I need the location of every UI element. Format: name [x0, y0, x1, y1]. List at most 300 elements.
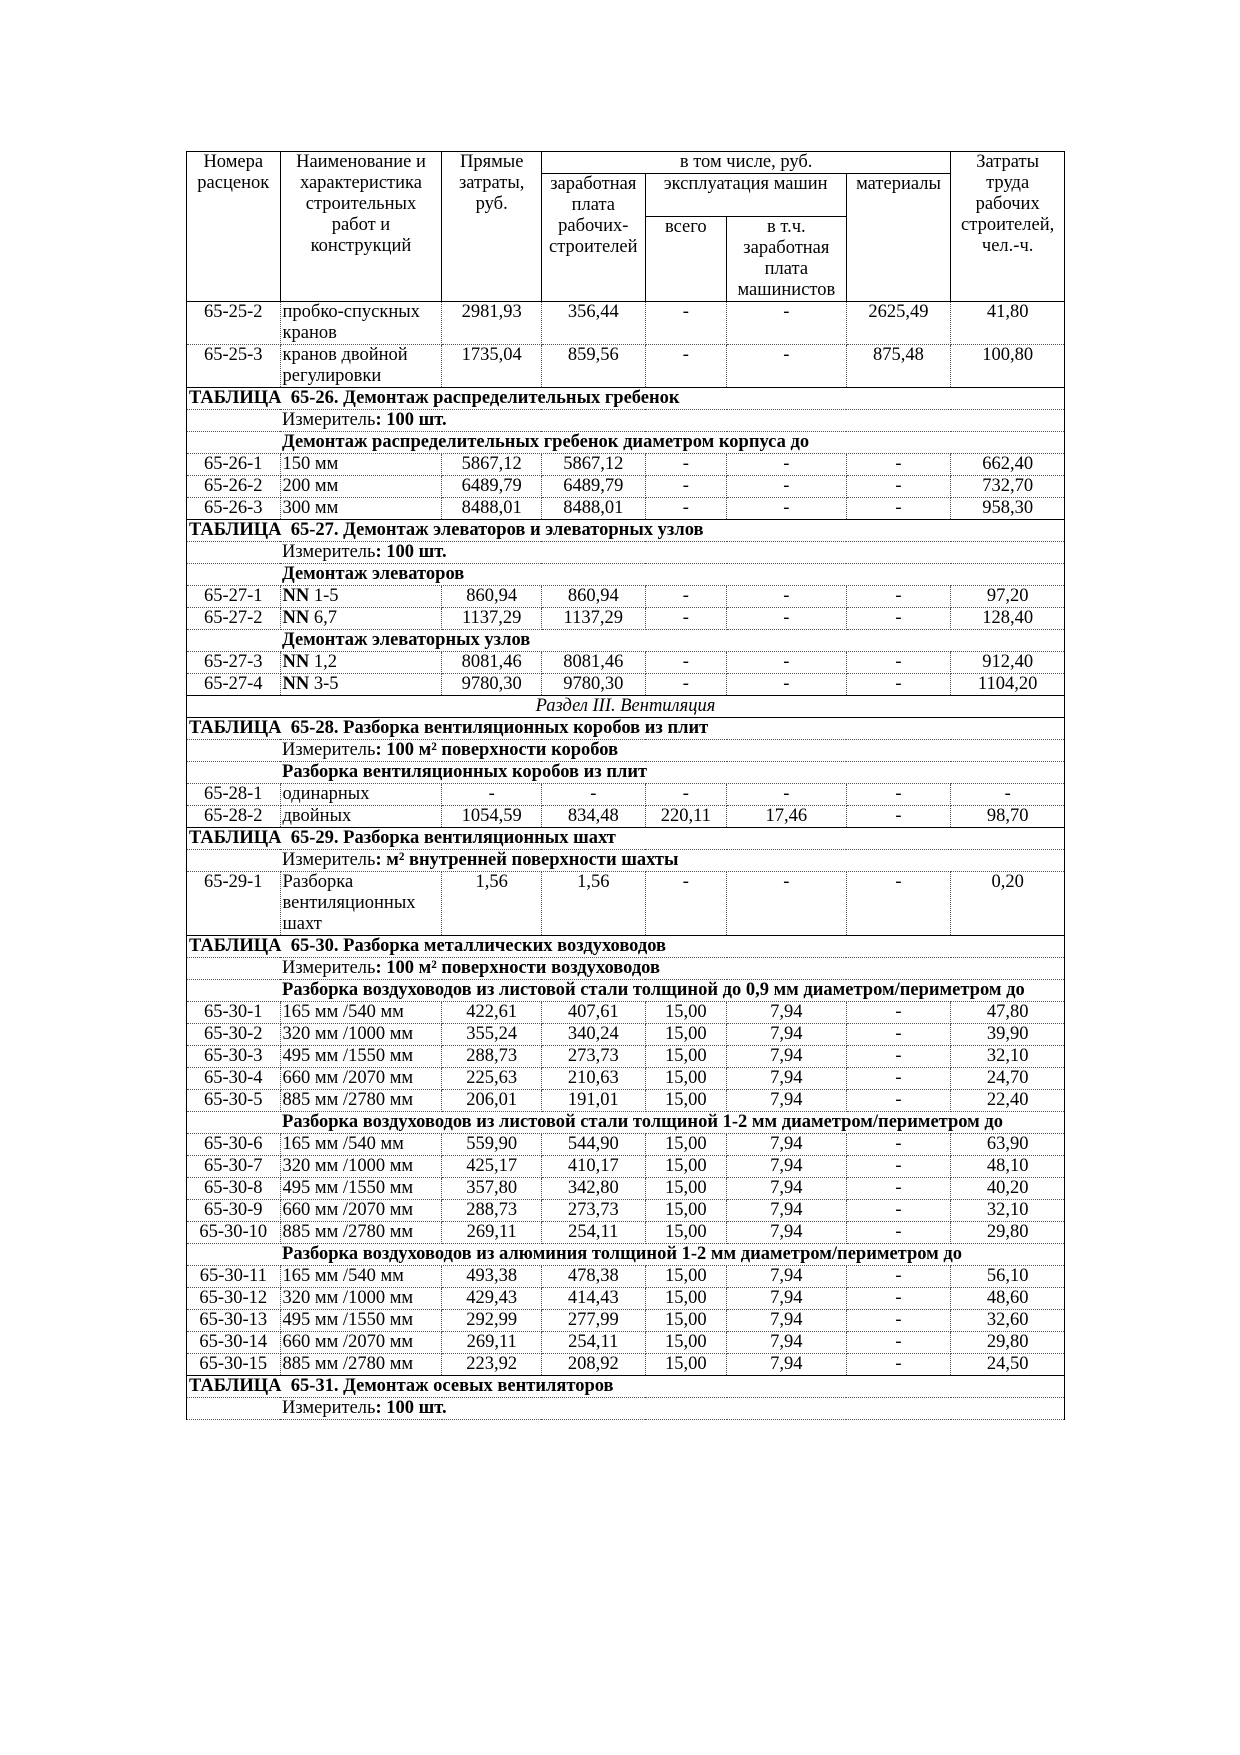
- direct-costs: 493,38: [442, 1266, 542, 1288]
- number-prefix: NN: [282, 674, 310, 694]
- worker-wage: 9780,30: [541, 674, 645, 696]
- table-title-row: [187, 520, 1065, 542]
- labor-costs: 32,10: [951, 1200, 1065, 1222]
- machinist-wage: -: [727, 608, 847, 630]
- materials: -: [846, 1002, 951, 1024]
- table-row: [187, 1156, 1065, 1178]
- subheading-row: [187, 630, 1065, 652]
- measure-row: [187, 740, 1065, 762]
- labor-costs: 56,10: [951, 1266, 1065, 1288]
- machines-total: -: [645, 476, 726, 498]
- rate-code: 65-25-3: [187, 345, 281, 388]
- machinist-wage: 7,94: [727, 1024, 847, 1046]
- subheading-spacer: [187, 432, 281, 454]
- direct-costs: -: [442, 784, 542, 806]
- materials: 875,48: [846, 345, 951, 388]
- subheading: Демонтаж элеваторов: [280, 564, 1064, 586]
- machines-total: 15,00: [645, 1024, 726, 1046]
- worker-wage: 8081,46: [541, 652, 645, 674]
- worker-wage: 859,56: [541, 345, 645, 388]
- materials: -: [846, 476, 951, 498]
- section-title: Раздел III. Вентиляция: [187, 696, 1065, 718]
- table-row: [187, 872, 1065, 936]
- direct-costs: 288,73: [442, 1046, 542, 1068]
- rate-code: 65-28-2: [187, 806, 281, 828]
- table-row: [187, 784, 1065, 806]
- labor-costs: 958,30: [951, 498, 1065, 520]
- table-row: [187, 1354, 1065, 1376]
- machinist-wage: -: [727, 872, 847, 936]
- work-name: [280, 1310, 442, 1332]
- work-name: [280, 454, 442, 476]
- machines-total: 15,00: [645, 1068, 726, 1090]
- machinist-wage: -: [727, 454, 847, 476]
- table-row: [187, 1266, 1065, 1288]
- table-title-text: Демонтаж элеваторов и элеваторных узлов: [343, 520, 704, 540]
- measure-value: : 100 шт.: [375, 542, 447, 562]
- materials: -: [846, 1156, 951, 1178]
- machines-total: -: [645, 586, 726, 608]
- subheading: Разборка воздуховодов из листовой стали толщиной до 0,9 мм диаметром/периметром до: [280, 980, 1064, 1002]
- subheading-spacer: [187, 762, 281, 784]
- worker-wage: 8488,01: [541, 498, 645, 520]
- worker-wage: 208,92: [541, 1354, 645, 1376]
- work-name-text: 660 мм /2070 мм: [282, 1200, 414, 1220]
- machines-total: -: [645, 345, 726, 388]
- measure-row: [187, 410, 1065, 432]
- work-name-text: одинарных: [282, 784, 370, 804]
- worker-wage: 340,24: [541, 1024, 645, 1046]
- worker-wage: 254,11: [541, 1332, 645, 1354]
- work-name: [280, 1090, 442, 1112]
- measure-label: Измеритель: [282, 740, 376, 760]
- rate-code: 65-27-4: [187, 674, 281, 696]
- machinist-wage: 7,94: [727, 1090, 847, 1112]
- work-name: [280, 1046, 442, 1068]
- header-direct-costs: Прямые затраты, руб.: [442, 152, 542, 302]
- direct-costs: 559,90: [442, 1134, 542, 1156]
- measure-row: [187, 1398, 1065, 1420]
- table-title-row: [187, 936, 1065, 958]
- table-row: [187, 1222, 1065, 1244]
- header-labor: Затраты труда рабочих строителей, чел.-ч.: [951, 152, 1065, 302]
- rate-code: 65-30-10: [187, 1222, 281, 1244]
- machines-total: -: [645, 302, 726, 345]
- work-name-text: 200 мм: [282, 476, 339, 496]
- table-title: [187, 520, 1065, 542]
- table-row: [187, 674, 1065, 696]
- work-name: [280, 784, 442, 806]
- materials: -: [846, 1046, 951, 1068]
- rate-code: 65-30-14: [187, 1332, 281, 1354]
- machinist-wage: -: [727, 302, 847, 345]
- labor-costs: 32,60: [951, 1310, 1065, 1332]
- work-name-text: двойных: [282, 806, 352, 826]
- labor-costs: 0,20: [951, 872, 1065, 936]
- table-row: [187, 454, 1065, 476]
- work-name-text: 320 мм /1000 мм: [282, 1156, 414, 1176]
- measure-spacer: [187, 542, 281, 564]
- direct-costs: 422,61: [442, 1002, 542, 1024]
- work-name: [280, 1222, 442, 1244]
- header-wage: заработная плата рабочих-строителей: [541, 174, 645, 302]
- worker-wage: 191,01: [541, 1090, 645, 1112]
- direct-costs: 8488,01: [442, 498, 542, 520]
- work-name-text: 495 мм /1550 мм: [282, 1178, 414, 1198]
- labor-costs: 97,20: [951, 586, 1065, 608]
- header-materials: материалы: [846, 174, 951, 302]
- measure-unit: [280, 958, 1064, 980]
- work-name-text: 885 мм /2780 мм: [282, 1222, 414, 1242]
- work-name: [280, 652, 442, 674]
- labor-costs: 41,80: [951, 302, 1065, 345]
- measure-label: Измеритель: [282, 1398, 376, 1418]
- machines-total: -: [645, 652, 726, 674]
- work-name-text: 165 мм /540 мм: [282, 1134, 404, 1154]
- rate-code: 65-29-1: [187, 872, 281, 936]
- header-including: в том числе, руб.: [541, 152, 950, 174]
- number-prefix: NN: [282, 652, 310, 672]
- materials: -: [846, 586, 951, 608]
- materials: -: [846, 1134, 951, 1156]
- table-title: [187, 1376, 1065, 1398]
- machinist-wage: -: [727, 345, 847, 388]
- work-name-text: 150 мм: [282, 454, 339, 474]
- measure-unit: [280, 740, 1064, 762]
- machinist-wage: -: [727, 476, 847, 498]
- labor-costs: 63,90: [951, 1134, 1065, 1156]
- subheading: Разборка воздуховодов из алюминия толщиной 1-2 мм диаметром/периметром до: [280, 1244, 1064, 1266]
- direct-costs: 1,56: [442, 872, 542, 936]
- table-row: [187, 1178, 1065, 1200]
- subheading-row: [187, 762, 1065, 784]
- measure-spacer: [187, 1398, 281, 1420]
- machines-total: 15,00: [645, 1332, 726, 1354]
- rate-code: 65-30-4: [187, 1068, 281, 1090]
- direct-costs: 425,17: [442, 1156, 542, 1178]
- work-name: [280, 806, 442, 828]
- header-machines: эксплуатация машин: [645, 174, 846, 217]
- header-machinist-wage: в т.ч. заработная плата машинистов: [727, 217, 847, 302]
- table-title: [187, 936, 1065, 958]
- measure-unit: [280, 850, 1064, 872]
- rate-code: 65-28-1: [187, 784, 281, 806]
- rate-code: 65-30-11: [187, 1266, 281, 1288]
- table-number: ТАБЛИЦА 65-31.: [189, 1376, 339, 1396]
- table-title-row: [187, 1376, 1065, 1398]
- rate-code: 65-26-1: [187, 454, 281, 476]
- work-name-text: 320 мм /1000 мм: [282, 1288, 414, 1308]
- worker-wage: 1137,29: [541, 608, 645, 630]
- work-name: [280, 1002, 442, 1024]
- worker-wage: 254,11: [541, 1222, 645, 1244]
- rates-table: [186, 151, 1065, 1420]
- labor-costs: 29,80: [951, 1332, 1065, 1354]
- table-row: [187, 1288, 1065, 1310]
- rate-code: 65-26-3: [187, 498, 281, 520]
- machinist-wage: 7,94: [727, 1068, 847, 1090]
- measure-label: Измеритель: [282, 410, 376, 430]
- measure-value: : м² внутренней поверхности шахты: [375, 850, 679, 870]
- rate-code: 65-30-12: [187, 1288, 281, 1310]
- machinist-wage: 7,94: [727, 1266, 847, 1288]
- work-name: [280, 498, 442, 520]
- table-row: [187, 806, 1065, 828]
- materials: -: [846, 1068, 951, 1090]
- rate-code: 65-30-15: [187, 1354, 281, 1376]
- work-name: [280, 345, 442, 388]
- subheading: Разборка вентиляционных коробов из плит: [280, 762, 1064, 784]
- machinist-wage: 7,94: [727, 1222, 847, 1244]
- measure-spacer: [187, 740, 281, 762]
- machinist-wage: 7,94: [727, 1200, 847, 1222]
- worker-wage: -: [541, 784, 645, 806]
- worker-wage: 414,43: [541, 1288, 645, 1310]
- subheading-row: [187, 564, 1065, 586]
- machines-total: 15,00: [645, 1288, 726, 1310]
- machines-total: 15,00: [645, 1046, 726, 1068]
- machines-total: 15,00: [645, 1354, 726, 1376]
- measure-unit: [280, 542, 1064, 564]
- table-number: ТАБЛИЦА 65-27.: [189, 520, 339, 540]
- machines-total: 15,00: [645, 1222, 726, 1244]
- direct-costs: 2981,93: [442, 302, 542, 345]
- labor-costs: 47,80: [951, 1002, 1065, 1024]
- work-name: [280, 1354, 442, 1376]
- subheading-spacer: [187, 630, 281, 652]
- worker-wage: 544,90: [541, 1134, 645, 1156]
- machinist-wage: -: [727, 674, 847, 696]
- table-title-row: [187, 828, 1065, 850]
- work-name: [280, 872, 442, 936]
- rate-code: 65-30-6: [187, 1134, 281, 1156]
- worker-wage: 834,48: [541, 806, 645, 828]
- work-name: [280, 1178, 442, 1200]
- table-row: [187, 302, 1065, 345]
- labor-costs: -: [951, 784, 1065, 806]
- machinist-wage: -: [727, 652, 847, 674]
- work-name: [280, 1266, 442, 1288]
- labor-costs: 24,70: [951, 1068, 1065, 1090]
- machinist-wage: -: [727, 784, 847, 806]
- work-name-text: 1,2: [309, 652, 337, 672]
- materials: -: [846, 1090, 951, 1112]
- table-row: [187, 1002, 1065, 1024]
- machines-total: 15,00: [645, 1002, 726, 1024]
- labor-costs: 48,10: [951, 1156, 1065, 1178]
- work-name-text: 300 мм: [282, 498, 339, 518]
- machines-total: -: [645, 454, 726, 476]
- worker-wage: 407,61: [541, 1002, 645, 1024]
- work-name-text: 320 мм /1000 мм: [282, 1024, 414, 1044]
- worker-wage: 356,44: [541, 302, 645, 345]
- machines-total: 15,00: [645, 1200, 726, 1222]
- rate-code: 65-30-1: [187, 1002, 281, 1024]
- direct-costs: 355,24: [442, 1024, 542, 1046]
- machines-total: -: [645, 608, 726, 630]
- table-number: ТАБЛИЦА 65-30.: [189, 936, 339, 956]
- labor-costs: 662,40: [951, 454, 1065, 476]
- table-title: [187, 388, 1065, 410]
- machines-total: 15,00: [645, 1134, 726, 1156]
- labor-costs: 29,80: [951, 1222, 1065, 1244]
- materials: -: [846, 454, 951, 476]
- subheading: Разборка воздуховодов из листовой стали толщиной 1-2 мм диаметром/периметром до: [280, 1112, 1064, 1134]
- table-number: ТАБЛИЦА 65-26.: [189, 388, 339, 408]
- table-number: ТАБЛИЦА 65-28.: [189, 718, 339, 738]
- rate-code: 65-30-9: [187, 1200, 281, 1222]
- measure-value: : 100 шт.: [375, 1398, 447, 1418]
- rate-code: 65-30-13: [187, 1310, 281, 1332]
- labor-costs: 40,20: [951, 1178, 1065, 1200]
- table-title: [187, 828, 1065, 850]
- measure-unit: [280, 410, 1064, 432]
- header-name: Наименование и характеристика строительных работ и конструкций: [280, 152, 442, 302]
- work-name: [280, 1134, 442, 1156]
- table-row: [187, 476, 1065, 498]
- worker-wage: 273,73: [541, 1200, 645, 1222]
- measure-unit: [280, 1398, 1064, 1420]
- work-name-text: 1-5: [309, 586, 339, 606]
- subheading-spacer: [187, 564, 281, 586]
- work-name-text: 165 мм /540 мм: [282, 1266, 404, 1286]
- table-row: [187, 1200, 1065, 1222]
- rate-code: 65-27-1: [187, 586, 281, 608]
- work-name-text: 495 мм /1550 мм: [282, 1310, 414, 1330]
- table-header: [187, 152, 1065, 302]
- table-row: [187, 1068, 1065, 1090]
- subheading-spacer: [187, 1112, 281, 1134]
- table-title-text: Разборка металлических воздуховодов: [343, 936, 667, 956]
- table-row: [187, 652, 1065, 674]
- subheading-row: [187, 432, 1065, 454]
- direct-costs: 225,63: [442, 1068, 542, 1090]
- table-row: [187, 345, 1065, 388]
- materials: 2625,49: [846, 302, 951, 345]
- worker-wage: 5867,12: [541, 454, 645, 476]
- direct-costs: 288,73: [442, 1200, 542, 1222]
- direct-costs: 269,11: [442, 1222, 542, 1244]
- header-code: Номера расценок: [187, 152, 281, 302]
- table-row: [187, 1134, 1065, 1156]
- materials: -: [846, 872, 951, 936]
- measure-value: : 100 м² поверхности коробов: [375, 740, 619, 760]
- table-row: [187, 1090, 1065, 1112]
- labor-costs: 100,80: [951, 345, 1065, 388]
- materials: -: [846, 1222, 951, 1244]
- work-name: [280, 1068, 442, 1090]
- direct-costs: 860,94: [442, 586, 542, 608]
- work-name: [280, 608, 442, 630]
- machinist-wage: -: [727, 498, 847, 520]
- table-row: [187, 1046, 1065, 1068]
- rate-table-document: [186, 151, 1065, 1420]
- measure-label: Измеритель: [282, 542, 376, 562]
- labor-costs: 128,40: [951, 608, 1065, 630]
- rate-code: 65-30-3: [187, 1046, 281, 1068]
- table-row: [187, 586, 1065, 608]
- materials: -: [846, 608, 951, 630]
- work-name-text: 165 мм /540 мм: [282, 1002, 404, 1022]
- number-prefix: NN: [282, 608, 310, 628]
- table-title-text: Разборка вентиляционных шахт: [343, 828, 616, 848]
- machinist-wage: 7,94: [727, 1156, 847, 1178]
- rate-code: 65-30-8: [187, 1178, 281, 1200]
- work-name-text: 885 мм /2780 мм: [282, 1090, 414, 1110]
- labor-costs: 912,40: [951, 652, 1065, 674]
- subheading-row: [187, 1244, 1065, 1266]
- machinist-wage: 7,94: [727, 1332, 847, 1354]
- subheading: Демонтаж распределительных гребенок диаметром корпуса до: [280, 432, 1064, 454]
- worker-wage: 342,80: [541, 1178, 645, 1200]
- worker-wage: 1,56: [541, 872, 645, 936]
- materials: -: [846, 652, 951, 674]
- table-row: [187, 1332, 1065, 1354]
- work-name-text: Разборка вентиляционных шахт: [282, 872, 416, 934]
- machines-total: 15,00: [645, 1266, 726, 1288]
- machinist-wage: 7,94: [727, 1178, 847, 1200]
- labor-costs: 32,10: [951, 1046, 1065, 1068]
- section-row: [187, 696, 1065, 718]
- machines-total: 15,00: [645, 1090, 726, 1112]
- direct-costs: 6489,79: [442, 476, 542, 498]
- machinist-wage: 7,94: [727, 1354, 847, 1376]
- machines-total: -: [645, 784, 726, 806]
- labor-costs: 98,70: [951, 806, 1065, 828]
- machines-total: -: [645, 674, 726, 696]
- materials: -: [846, 674, 951, 696]
- subheading-spacer: [187, 1244, 281, 1266]
- labor-costs: 39,90: [951, 1024, 1065, 1046]
- direct-costs: 1054,59: [442, 806, 542, 828]
- measure-spacer: [187, 410, 281, 432]
- work-name-text: пробко-спускных кранов: [282, 302, 420, 343]
- work-name: [280, 1156, 442, 1178]
- machinist-wage: 7,94: [727, 1310, 847, 1332]
- machines-total: -: [645, 872, 726, 936]
- table-title-row: [187, 388, 1065, 410]
- measure-row: [187, 850, 1065, 872]
- materials: -: [846, 1354, 951, 1376]
- materials: -: [846, 1288, 951, 1310]
- machines-total: 15,00: [645, 1178, 726, 1200]
- work-name-text: 6,7: [309, 608, 337, 628]
- work-name: [280, 1024, 442, 1046]
- machinist-wage: -: [727, 586, 847, 608]
- work-name: [280, 1288, 442, 1310]
- table-body: [187, 302, 1065, 1420]
- work-name: [280, 674, 442, 696]
- labor-costs: 22,40: [951, 1090, 1065, 1112]
- direct-costs: 223,92: [442, 1354, 542, 1376]
- machines-total: 15,00: [645, 1156, 726, 1178]
- materials: -: [846, 498, 951, 520]
- worker-wage: 6489,79: [541, 476, 645, 498]
- direct-costs: 357,80: [442, 1178, 542, 1200]
- work-name: [280, 1200, 442, 1222]
- measure-value: : 100 м² поверхности воздуховодов: [375, 958, 660, 978]
- worker-wage: 210,63: [541, 1068, 645, 1090]
- work-name-text: 660 мм /2070 мм: [282, 1068, 414, 1088]
- machinist-wage: 17,46: [727, 806, 847, 828]
- worker-wage: 277,99: [541, 1310, 645, 1332]
- worker-wage: 860,94: [541, 586, 645, 608]
- rate-code: 65-27-3: [187, 652, 281, 674]
- machinist-wage: 7,94: [727, 1134, 847, 1156]
- measure-label: Измеритель: [282, 958, 376, 978]
- table-title: [187, 718, 1065, 740]
- subheading-spacer: [187, 980, 281, 1002]
